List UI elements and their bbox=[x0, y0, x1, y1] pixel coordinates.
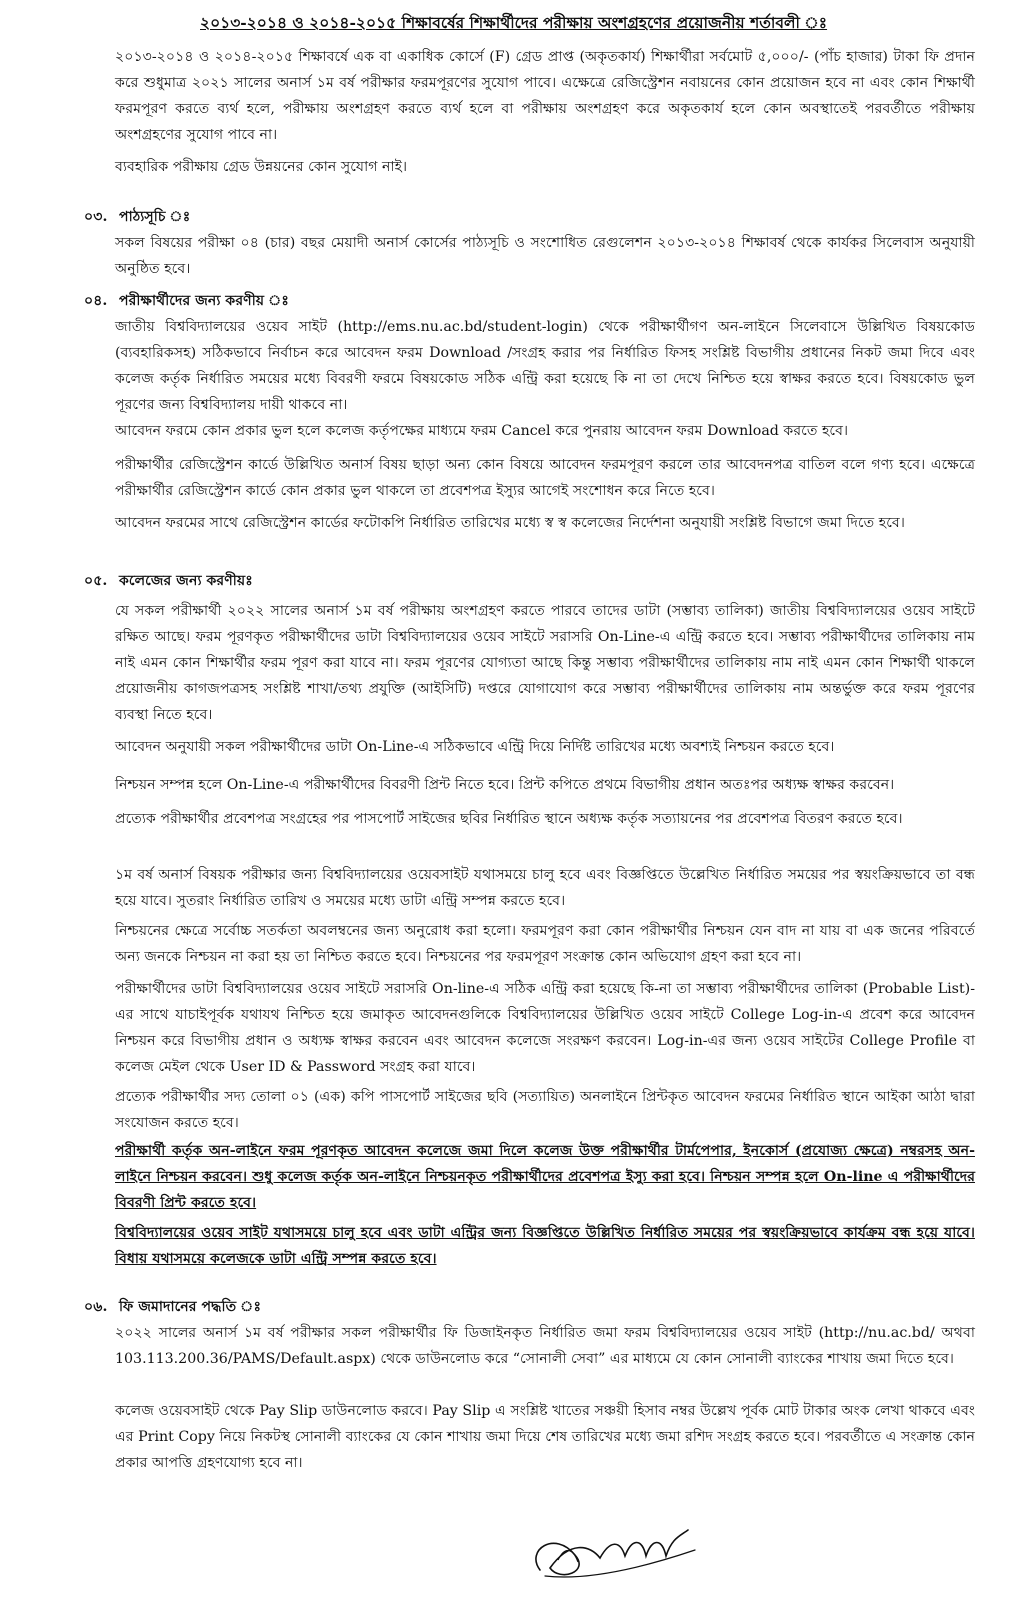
section-title: পাঠ্যসূচি ঃ bbox=[118, 209, 191, 225]
section-05-paragraph-10: বিশ্ববিদ্যালয়ের ওয়েব সাইট যথাসময়ে চালু হবে এবং ডাটা এন্ট্রির জন্য বিজ্ঞপ্তিতে উল্লিখিত নির্ধারিত সময়ের পর স্বয়ংক্রিয়ভাবে কার্যক্রম বন্ধ হয়ে যাবে। বিধায় যথাসময়ে কলেজকে ডাটা এন্ট্রি সম্পন্ন করতে হবে। bbox=[115, 1225, 975, 1267]
section-04-paragraph-3: পরীক্ষার্থীর রেজিস্ট্রেশন কার্ডে উল্লিখিত অনার্স বিষয় ছাড়া অন্য কোন বিষয়ে আবেদন ফরমপূরণ করলে তার আবেদনপত্র বাতিল বলে গণ্য হবে। এক্ষেত্রে পরীক্ষার্থীর রেজিস্ট্রেশন কার্ডে কোন প্রকার ভুল থাকলে তা প্রবেশপত্র ইস্যুর আগেই সংশোধন করে নিতে হবে। bbox=[115, 457, 975, 499]
section-heading-05 bbox=[84, 568, 253, 594]
section-03-paragraph-1: সকল বিষয়ের পরীক্ষা ০৪ (চার) বছর মেয়াদী অনার্স কোর্সের পাঠ্যসূচি ও সংশোধিত রেগুলেশন ২০১৩-২০১৪ শিক্ষাবর্ষ থেকে কার্যকর সিলেবাস অনুযায়ী অনুষ্ঠিত হবে। bbox=[115, 235, 975, 277]
section-04-paragraph-2: আবেদন ফরমে কোন প্রকার ভুল হলে কলেজ কর্তৃপক্ষের মাধ্যমে ফরম Cancel করে পুনরায় আবেদন ফরম Download করতে হবে। bbox=[115, 423, 849, 439]
section-05-paragraph-3: নিশ্চয়ন সম্পন্ন হলে On-Line-এ পরীক্ষার্থীদের বিবরণী প্রিন্ট নিতে হবে। প্রিন্ট কপিতে প্রথমে বিভাগীয় প্রধান অতঃপর অধ্যক্ষ স্বাক্ষর করবেন। bbox=[115, 777, 895, 793]
section-number: ০৪. bbox=[84, 293, 108, 309]
section-number: ০৩. bbox=[84, 209, 108, 225]
section-number: ০৬. bbox=[84, 1299, 108, 1315]
section-heading-03 bbox=[84, 204, 190, 230]
signature-icon bbox=[520, 1510, 710, 1590]
intro-paragraph-1: ২০১৩-২০১৪ ও ২০১৪-২০১৫ শিক্ষাবর্ষে এক বা একাধিক কোর্সে (F) গ্রেড প্রাপ্ত (অকৃতকার্য) শিক্ষার্থীরা সর্বমোট ৫,০০০/- (পাঁচ হাজার) টাকা ফি প্রদান করে শুধুমাত্র ২০২১ সালের অনার্স ১ম বর্ষ পরীক্ষার ফরমপূরণের সুযোগ পাবে। এক্ষেত্রে রেজিস্ট্রেশন নবায়নের কোন প্রয়োজন হবে না এবং কোন শিক্ষার্থী ফরমপূরণ করতে ব্যর্থ হলে, পরীক্ষায় অংশগ্রহণ করতে ব্যর্থ হলে বা পরীক্ষায় অংশগ্রহণ করে অকৃতকার্য হলে কোন অবস্থাতেই পরবর্তীতে পরীক্ষায় অংশগ্রহণের সুযোগ পাবে না। bbox=[115, 49, 975, 143]
section-05-paragraph-2: আবেদন অনুযায়ী সকল পরীক্ষার্থীদের ডাটা On-Line-এ সঠিকভাবে এন্ট্রি দিয়ে নির্দিষ্ট তারিখের মধ্যে অবশ্যই নিশ্চয়ন করতে হবে। bbox=[115, 739, 835, 755]
section-title: পরীক্ষার্থীদের জন্য করণীয় ঃ bbox=[118, 293, 289, 309]
section-heading-04 bbox=[84, 288, 289, 314]
document-title: ২০১৩-২০১৪ ও ২০১৪-২০১৫ শিক্ষাবর্ষের শিক্ষার্থীদের পরীক্ষায় অংশগ্রহণের প্রয়োজনীয় শর্তাবলী ঃ bbox=[200, 13, 828, 32]
intro-paragraph-2: ব্যবহারিক পরীক্ষায় গ্রেড উন্নয়নের কোন সুযোগ নাই। bbox=[115, 159, 408, 175]
section-05-paragraph-9: পরীক্ষার্থী কর্তৃক অন-লাইনে ফরম পূরণকৃত আবেদন কলেজে জমা দিলে কলেজ উক্ত পরীক্ষার্থীর টার্মপেপার, ইনকোর্স (প্রযোজ্য ক্ষেত্রে) নম্বরসহ অন-লাইনে নিশ্চয়ন করবেন। শুধু কলেজ কর্তৃক অন-লাইনে নিশ্চয়নকৃত পরীক্ষার্থীদের প্রবেশপত্র ইস্যু করা হবে। নিশ্চয়ন সম্পন্ন হলে On-line এ পরীক্ষার্থীদের বিবরণী প্রিন্ট করতে হবে। bbox=[115, 1143, 975, 1211]
section-06-paragraph-2: কলেজ ওয়েবসাইট থেকে Pay Slip ডাউনলোড করবে। Pay Slip এ সংশ্লিষ্ট খাতের সঞ্চয়ী হিসাব নম্বর উল্লেখ পূর্বক মোট টাকার অংক লেখা থাকবে এবং এর Print Copy নিয়ে নিকটস্থ সোনালী ব্যাংকের যে কোন শাখায় জমা দিয়ে শেষ তারিখের মধ্যে জমা রশিদ সংগ্রহ করতে হবে। পরবর্তীতে এ সংক্রান্ত কোন প্রকার আপত্তি গ্রহণযোগ্য হবে না। bbox=[115, 1403, 975, 1471]
section-title: কলেজের জন্য করণীয়ঃ bbox=[118, 573, 253, 589]
section-04-paragraph-1: জাতীয় বিশ্ববিদ্যালয়ের ওয়েব সাইট (http://ems.nu.ac.bd/student-login) থেকে পরীক্ষার্থীগণ অন-লাইনে সিলেবাসে উল্লিখিত বিষয়কোড (ব্যবহারিকসহ) সঠিকভাবে নির্বাচন করে আবেদন ফরম Download /সংগ্রহ করার পর নির্ধারিত ফিসহ সংশ্লিষ্ট বিভাগীয় প্রধানের নিকট জমা দিবে এবং কলেজ কর্তৃক নির্ধারিত সময়ের মধ্যে বিবরণী ফরমে বিষয়কোড সঠিক এন্ট্রি করা হয়েছে কি না তা দেখে নিশ্চিত হয়ে স্বাক্ষর করতে হবে। বিষয়কোড ভুল পূরণের জন্য বিশ্ববিদ্যালয় দায়ী থাকবে না। bbox=[115, 319, 975, 413]
section-06-paragraph-1: ২০২২ সালের অনার্স ১ম বর্ষ পরীক্ষার সকল পরীক্ষার্থীর ফি ডিজাইনকৃত নির্ধারিত জমা ফরম বিশ্ববিদ্যালয়ের ওয়েব সাইট (http://nu.ac.bd/ অথবা 103.113.200.36/PAMS/Default.aspx) থেকে ডাউনলোড করে “সোনালী সেবা” এর মাধ্যমে যে কোন সোনালী ব্যাংকের শাখায় জমা দিতে হবে। bbox=[115, 1325, 975, 1367]
section-heading-06 bbox=[84, 1294, 261, 1320]
section-05-paragraph-6: নিশ্চয়নের ক্ষেত্রে সর্বোচ্চ সতর্কতা অবলম্বনের জন্য অনুরোধ করা হলো। ফরমপূরণ করা কোন পরীক্ষার্থীর নিশ্চয়ন যেন বাদ না যায় বা এক জনের পরিবর্তে অন্য জনকে নিশ্চয়ন না করা হয় তা নিশ্চিত করতে হবে। নিশ্চয়নের পর ফরমপূরণ সংক্রান্ত কোন অভিযোগ গ্রহণ করা হবে না। bbox=[115, 923, 975, 965]
section-05-paragraph-7: পরীক্ষার্থীদের ডাটা বিশ্ববিদ্যালয়ের ওয়েব সাইটে সরাসরি On-line-এ সঠিক এন্ট্রি করা হয়েছে কি-না তা সম্ভাব্য পরীক্ষার্থীদের তালিকা (Probable List)-এর সাথে যাচাইপূর্বক যথাযথ নিশ্চিত হয়ে জমাকৃত আবেদনগুলিকে বিশ্ববিদ্যালয়ের উল্লিখিত ওয়েব সাইটে College Log-in-এ প্রবেশ করে আবেদন নিশ্চয়ন করে বিভাগীয় প্রধান ও অধ্যক্ষ স্বাক্ষর করবেন এবং আবেদন কলেজে সংরক্ষণ করবেন। Log-in-এর জন্য ওয়েব সাইটের College Profile বা কলেজ মেইল থেকে User ID & Password সংগ্রহ করা যাবে। bbox=[115, 981, 975, 1075]
section-05-paragraph-4: প্রত্যেক পরীক্ষার্থীর প্রবেশপত্র সংগ্রহের পর পাসপোর্ট সাইজের ছবির নির্ধারিত স্থানে অধ্যক্ষ কর্তৃক সত্যায়নের পর প্রবেশপত্র বিতরণ করতে হবে। bbox=[115, 811, 903, 827]
section-title: ফি জমাদানের পদ্ধতি ঃ bbox=[118, 1299, 262, 1315]
section-05-paragraph-1: যে সকল পরীক্ষার্থী ২০২২ সালের অনার্স ১ম বর্ষ পরীক্ষায় অংশগ্রহণ করতে পারবে তাদের ডাটা (সম্ভাব্য তালিকা) জাতীয় বিশ্ববিদ্যালয়ের ওয়েব সাইটে রক্ষিত আছে। ফরম পূরণকৃত পরীক্ষার্থীদের ডাটা বিশ্ববিদ্যালয়ের ওয়েব সাইটে সরাসরি On-Line-এ এন্ট্রি করতে হবে। সম্ভাব্য পরীক্ষার্থীদের তালিকায় নাম নাই এমন কোন শিক্ষার্থীর ফরম পূরণ করা যাবে না। ফরম পূরণের যোগ্যতা আছে কিন্তু সম্ভাব্য পরীক্ষার্থীদের তালিকায় নাম নাই এমন কোন শিক্ষার্থী থাকলে প্রয়োজনীয় কাগজপত্রসহ সংশ্লিষ্ট শাখা/তথ্য প্রযুক্তি (আইসিটি) দপ্তরে যোগাযোগ করে সম্ভাব্য পরীক্ষার্থীদের তালিকায় নাম অন্তর্ভুক্ত করে ফরম পূরণের ব্যবস্থা নিতে হবে। bbox=[115, 603, 975, 723]
section-05-paragraph-5: ১ম বর্ষ অনার্স বিষয়ক পরীক্ষার জন্য বিশ্ববিদ্যালয়ের ওয়েবসাইট যথাসময়ে চালু হবে এবং বিজ্ঞপ্তিতে উল্লেখিত নির্ধারিত সময়ের পর স্বয়ংক্রিয়ভাবে তা বন্ধ হয়ে যাবে। সুতরাং নির্ধারিত তারিখ ও সময়ের মধ্যে ডাটা এন্ট্রি সম্পন্ন করতে হবে। bbox=[115, 867, 975, 909]
section-number: ০৫. bbox=[84, 573, 108, 589]
section-04-paragraph-4: আবেদন ফরমের সাথে রেজিস্ট্রেশন কার্ডের ফটোকপি নির্ধারিত তারিখের মধ্যে স্ব স্ব কলেজের নির্দেশনা অনুযায়ী সংশ্লিষ্ট বিভাগে জমা দিতে হবে। bbox=[115, 515, 905, 531]
section-05-paragraph-8: প্রত্যেক পরীক্ষার্থীর সদ্য তোলা ০১ (এক) কপি পাসপোর্ট সাইজের ছবি (সত্যায়িত) অনলাইনে প্রিন্টকৃত আবেদন ফরমের নির্ধারিত স্থানে আইকা আঠা দ্বারা সংযোজন করতে হবে। bbox=[115, 1089, 975, 1131]
